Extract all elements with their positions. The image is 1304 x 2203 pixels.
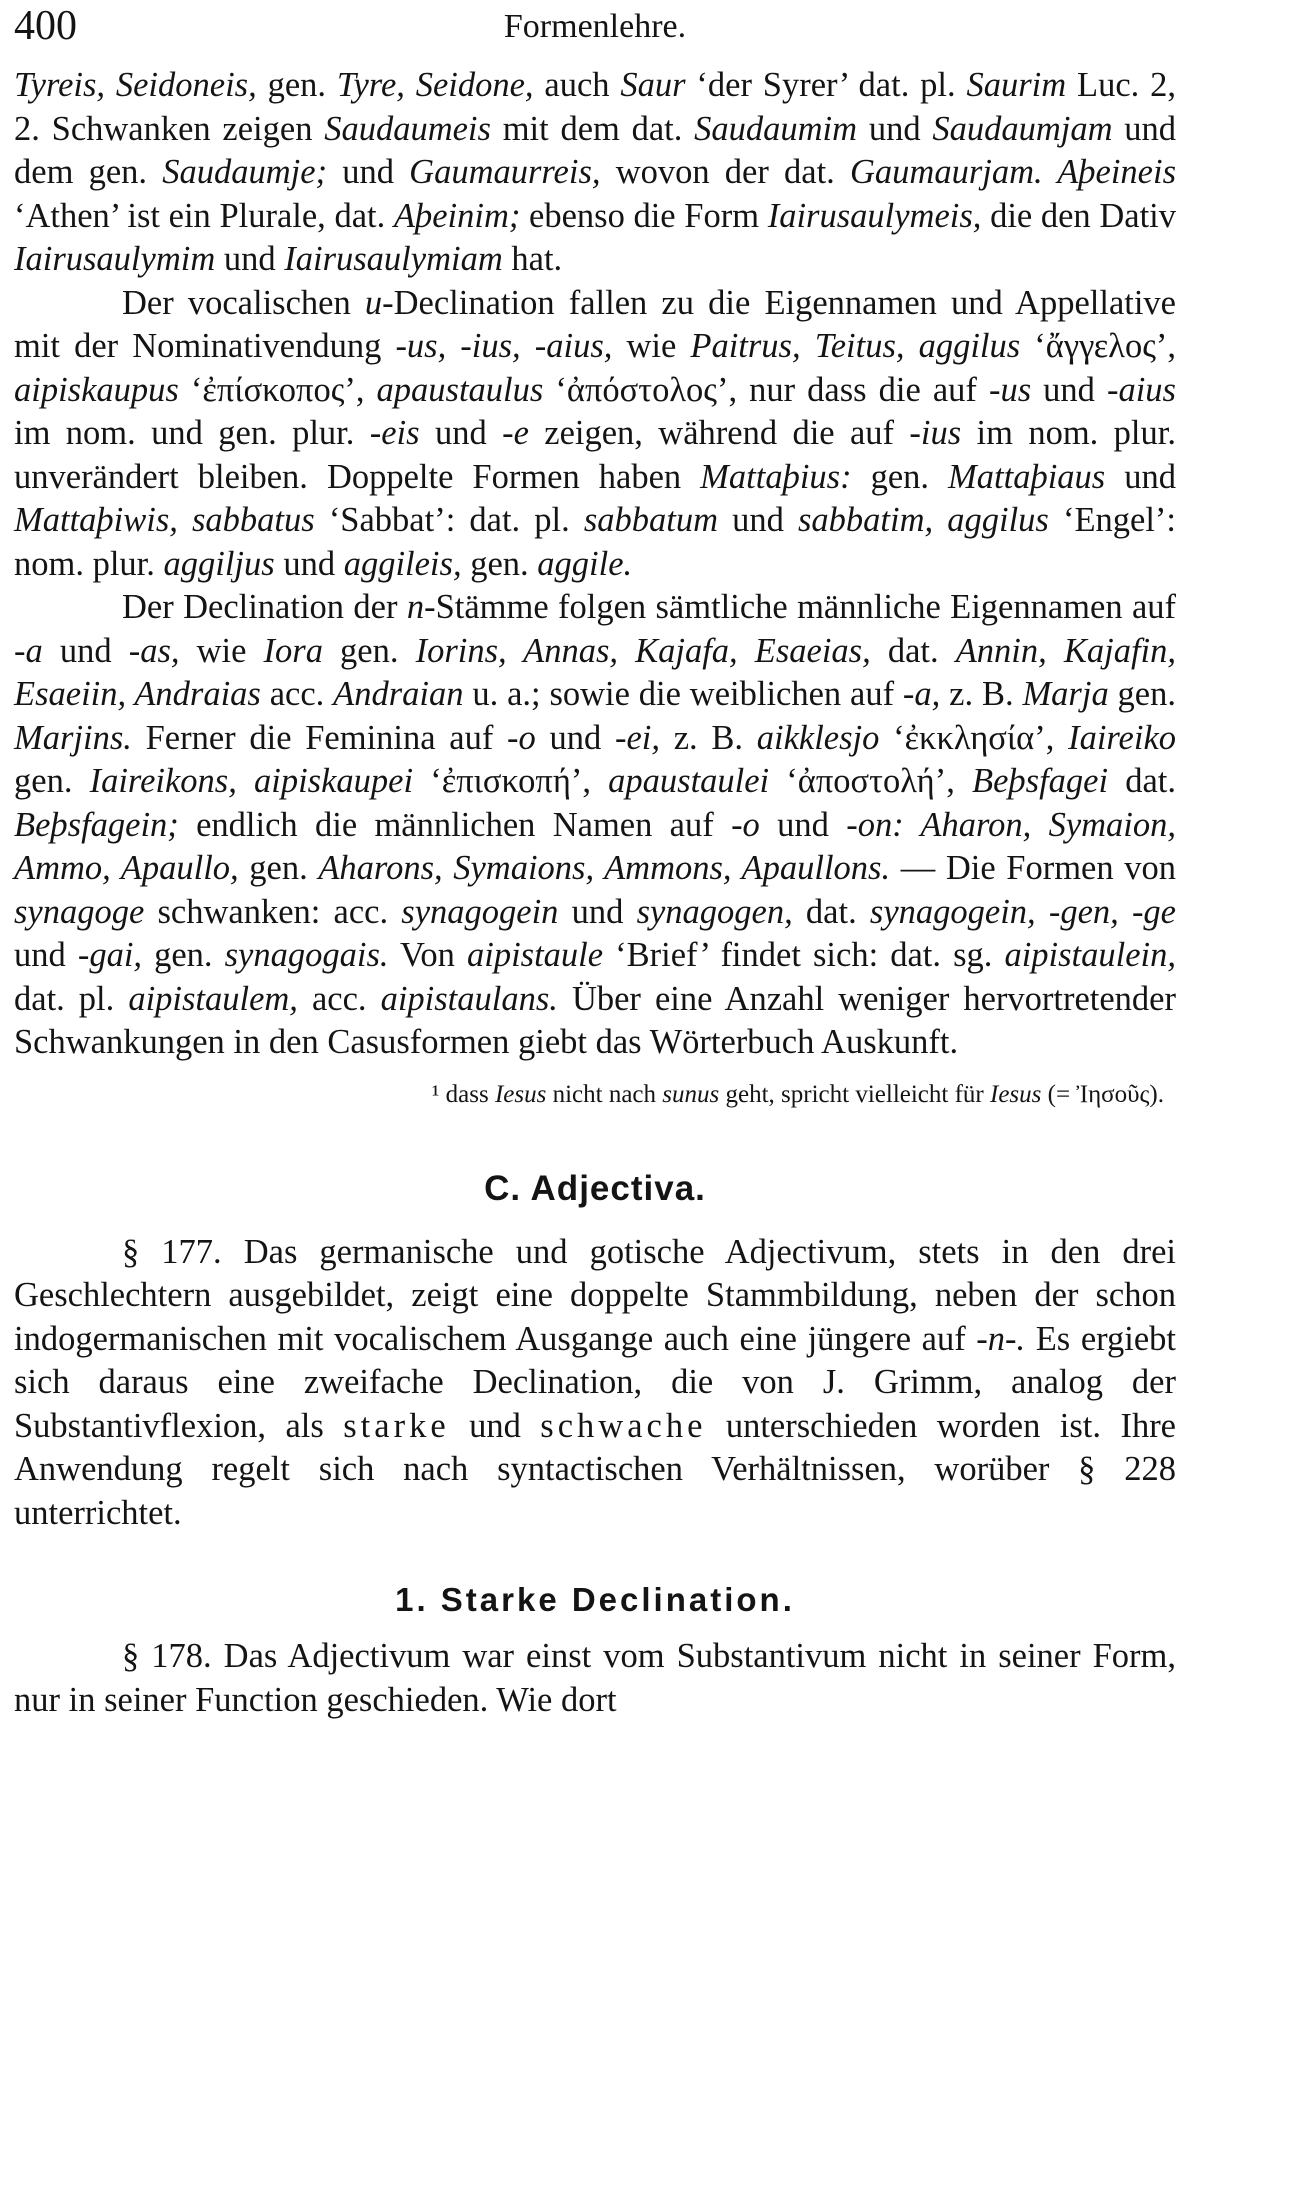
paragraph-n-stems: Der Declination der n-Stämme folgen sämtliche männliche Eigennamen auf -a und -as, wie Iora gen. Iorins, Annas, Kajafa, Esaeias, dat. Annin, Kajafin, Esaeiin, Andraias acc. Andraian u. a.; sowie die weiblichen auf -a, z. B. Marja gen. Marjins. Ferner die Feminina auf -o und -ei, z. B. aikklesjo ‘ἐκκλησία’, Iaireiko gen. Iaireikons, aipiskaupei ‘ἐπισκοπή’, apaustaulei ‘ἀποστολή’, Beþsfagei dat. Beþsfagein; endlich die männlichen Namen auf -o und -on: Aharon, Symaion, Ammo, Apaullo, gen. Aharons, Symaions, Ammons, Apaullons. — Die Formen von synagoge schwanken: acc. synagogein und synagogen, dat. synagogein, -gen, -ge und -gai, gen. synagogais. Von aipistaule ‘Brief’ findet sich: dat. sg. aipistaulein, dat. pl. aipistaulem, acc. aipistaulans. Über eine Anzahl weniger hervortretender Schwankungen in den Casusformen giebt das Wörterbuch Auskunft. xyxy=(14,588,1177,1061)
book-page xyxy=(14,0,1176,1722)
page-number: 400 xyxy=(14,3,77,49)
page-header xyxy=(14,0,1176,64)
subsection-heading-starke-declination: 1. Starke Declination. xyxy=(395,1581,795,1618)
section-heading-adjectiva: C. Adjectiva. xyxy=(484,1168,706,1208)
paragraph-177: § 177. Das germanische und gotische Adjectivum, stets in den drei Geschlechtern ausgebildet, zeigt eine doppelte Stammbildung, neben der schon indogermanischen mit vocalischem Ausgange auch eine jüngere auf -n-. Es ergiebt sich daraus eine zweifache Declination, die von J. Grimm, analog der Substantivflexion, als starke und schwache unterschieden worden ist. Ihre Anwendung regelt sich nach syntactischen Verhältnissen, worüber § 228 unterrichtet. xyxy=(14,1232,1176,1532)
footnote: ¹ dass Iesus nicht nach sunus geht, spricht vielleicht für Iesus (= Ἰησοῦς). xyxy=(431,1080,1164,1108)
running-title: Formenlehre. xyxy=(503,8,687,45)
paragraph-178: § 178. Das Adjectivum war einst vom Substantivum nicht in seiner Form, nur in seiner Function geschieden. Wie dort xyxy=(14,1637,1176,1719)
paragraph-proper-names: Tyreis, Seidoneis, gen. Tyre, Seidone, auch Saur ‘der Syrer’ dat. pl. Saurim Luc. 2, 2. Schwanken zeigen Saudaumeis mit dem dat. Saudaumim und Saudaumjam und dem gen. Saudaumje; und Gaumaurreis, wovon der dat. Gaumaurjam. Aþeineis ‘Athen’ ist ein Plurale, dat. Aþeinim; ebenso die Form Iairusaulymeis, die den Dativ Iairusaulymim und Iairusaulymiam hat. xyxy=(14,66,1177,278)
paragraph-u-declination: Der vocalischen u-Declination fallen zu die Eigennamen und Appellative mit der Nominativendung -us, -ius, -aius, wie Paitrus, Teitus, aggilus ‘ἄγγελος’, aipiskaupus ‘ἐπίσκοπος’, apaustaulus ‘ἀπόστολος’, nur dass die auf -us und -aius im nom. und gen. plur. -eis und -e zeigen, während die auf -ius im nom. plur. unverändert bleiben. Doppelte Formen haben Mattaþius: gen. Mattaþiaus und Mattaþiwis, sabbatus ‘Sabbat’: dat. pl. sabbatum und sabbatim, aggilus ‘Engel’: nom. plur. aggiljus und aggileis, gen. aggile. xyxy=(14,283,1176,583)
